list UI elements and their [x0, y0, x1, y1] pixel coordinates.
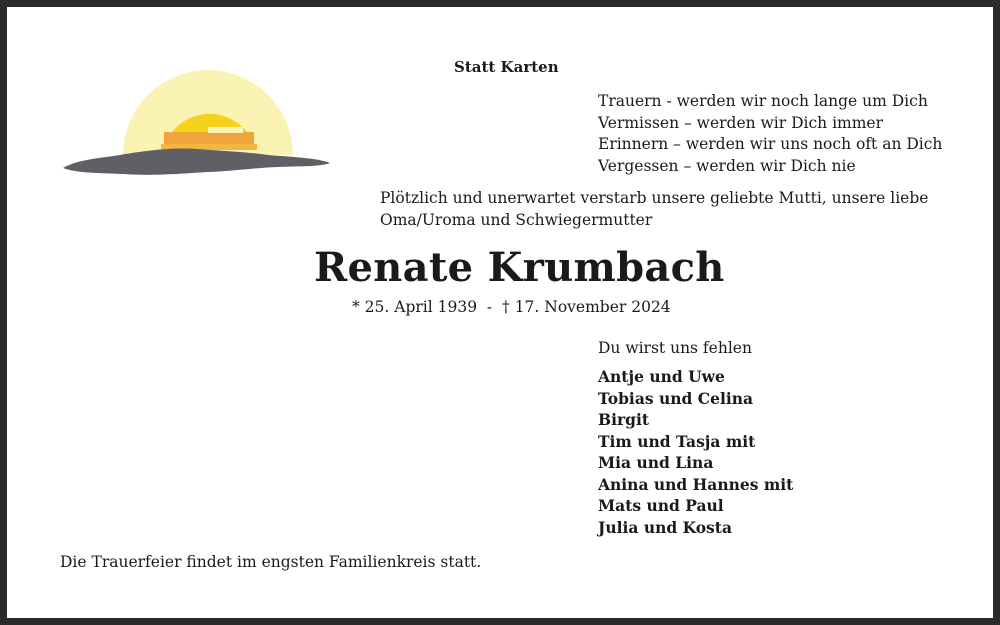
intro-line: Plötzlich und unerwartet verstarb unsere geliebte Mutti, unsere liebe — [380, 189, 929, 207]
farewell-line: Du wirst uns fehlen — [598, 339, 752, 357]
mourner-entry: Antje und Uwe — [598, 367, 725, 386]
sunset-icon — [58, 55, 333, 180]
mourner-entry: Julia und Kosta — [598, 517, 732, 537]
intro-line: Oma/Uroma und Schwiegermutter — [380, 210, 653, 229]
poem-line: Trauern - werden wir noch lange um Dich — [598, 92, 928, 110]
poem-block — [598, 91, 942, 177]
mourner-entry: Anina und Hannes mit — [598, 474, 794, 494]
poem-line: Vermissen – werden wir Dich immer — [598, 113, 884, 132]
deceased-name: Renate Krumbach — [314, 244, 725, 291]
life-dates: * 25. April 1939 - † 17. November 2024 — [352, 298, 671, 316]
mourner-entry: Birgit — [598, 410, 650, 429]
mourner-entry: Tim und Tasja mit — [598, 431, 756, 451]
funeral-note: Die Trauerfeier findet im engsten Familienkreis statt. — [60, 553, 482, 571]
mourner-entry: Mia und Lina — [598, 453, 714, 472]
poem-line: Vergessen – werden wir Dich nie — [598, 156, 856, 175]
intro-text — [380, 188, 928, 231]
mourner-entry: Tobias und Celina — [598, 388, 754, 408]
statt-karten-label: Statt Karten — [454, 58, 559, 76]
mourners-list — [598, 366, 793, 538]
poem-line: Erinnern – werden wir uns noch oft an Dich — [598, 135, 943, 153]
mourner-entry: Mats und Paul — [598, 496, 724, 515]
